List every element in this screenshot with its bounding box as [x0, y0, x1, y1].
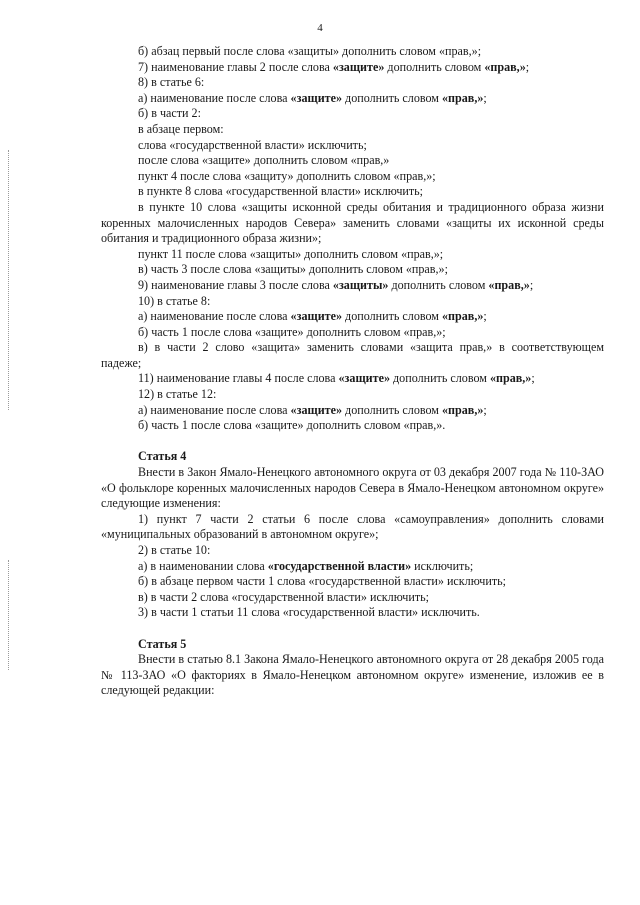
- paragraph: [101, 122, 604, 138]
- text-run: пункт 11 после слова «защиты» дополнить словом «прав,»;: [138, 246, 444, 261]
- text-run: пункт 4 после слова «защиту» дополнить словом «прав,»;: [138, 168, 436, 183]
- text-run: 12) в статье 12:: [138, 387, 217, 402]
- text-run: ;: [483, 309, 487, 324]
- text-run: дополнить словом: [342, 90, 442, 105]
- text-run: б) в абзаце первом части 1 слова «государственной власти» исключить;: [138, 574, 506, 589]
- paragraph: [101, 91, 604, 107]
- text-run: 9) наименование главы 3 после слова: [138, 277, 333, 292]
- text-run: дополнить словом: [388, 277, 489, 292]
- text-run: дополнить словом: [342, 309, 442, 324]
- bold-text-run: «государственной власти»: [267, 558, 412, 573]
- paragraph: [101, 340, 604, 371]
- bold-text-run: «защите»: [290, 90, 343, 105]
- bold-text-run: «прав,»: [488, 277, 530, 292]
- bold-text-run: «прав,»: [442, 309, 484, 324]
- paragraph: [101, 605, 604, 621]
- paragraph: [101, 465, 604, 512]
- paragraph: [101, 278, 604, 294]
- paragraph: [101, 574, 604, 590]
- text-run: в) в части 2 слово «защита» заменить словами «защита прав,» в соответствующем падеже;: [101, 340, 604, 370]
- paragraph: [101, 153, 604, 169]
- scan-edge-marks: [8, 150, 12, 410]
- article-heading: [101, 449, 604, 465]
- text-run: в абзаце первом:: [138, 121, 224, 136]
- bold-text-run: «прав,»: [484, 59, 526, 74]
- paragraph: [101, 309, 604, 325]
- text-run: 1) пункт 7 части 2 статьи 6 после слова «самоуправления» дополнить словами «муниципальных образований в автономном округе»;: [101, 511, 604, 542]
- text-run: дополнить словом: [342, 402, 442, 417]
- bold-text-run: «защите»: [332, 59, 385, 74]
- text-run: б) часть 1 после слова «защите» дополнить словом «прав,».: [138, 418, 446, 433]
- text-run: в) в части 2 слова «государственной власти» исключить;: [138, 589, 430, 604]
- text-run: 2) в статье 10:: [138, 543, 211, 557]
- paragraph: [101, 262, 604, 278]
- bold-text-run: «защиты»: [332, 277, 389, 292]
- text-run: ;: [529, 277, 534, 292]
- bold-text-run: «защите»: [290, 309, 343, 324]
- text-run: 3) в части 1 статьи 11 слова «государственной власти» исключить.: [138, 605, 480, 620]
- text-run: ;: [531, 371, 535, 386]
- text-run: ;: [483, 90, 487, 105]
- paragraph: [101, 169, 604, 185]
- text-run: в пункте 8 слова «государственной власти» исключить;: [138, 184, 424, 199]
- scan-edge-marks: [8, 560, 12, 670]
- paragraph: [101, 200, 604, 247]
- text-run: 7) наименование главы 2 после слова: [138, 59, 333, 74]
- paragraph: [101, 184, 604, 200]
- paragraph: [101, 403, 604, 419]
- paragraph: [101, 371, 604, 387]
- text-run: слова «государственной власти» исключить;: [138, 137, 367, 152]
- paragraph: [101, 512, 604, 543]
- paragraph: [101, 75, 604, 91]
- paragraph: [101, 294, 604, 310]
- bold-text-run: Статья 4: [138, 449, 187, 464]
- text-run: б) часть 1 после слова «защите» дополнить словом «прав,»;: [138, 324, 446, 339]
- text-run: дополнить словом: [390, 371, 490, 386]
- text-run: 8) в статье 6:: [138, 75, 205, 90]
- text-run: а) наименование после слова: [138, 402, 291, 417]
- paragraph: [101, 44, 604, 60]
- text-run: 10) в статье 8:: [138, 293, 211, 308]
- bold-text-run: «прав,»: [442, 90, 484, 105]
- text-run: исключить;: [411, 558, 474, 573]
- text-run: дополнить словом: [384, 59, 485, 74]
- bold-text-run: Статья 5: [138, 636, 187, 651]
- document-body: [101, 44, 604, 699]
- paragraph: [101, 325, 604, 341]
- text-run: 11) наименование главы 4 после слова: [138, 371, 339, 386]
- paragraph: [101, 60, 604, 76]
- text-run: в) часть 3 после слова «защиты» дополнить словом «прав,»;: [138, 262, 448, 277]
- text-run: после слова «защите» дополнить словом «прав,»: [138, 153, 390, 168]
- text-run: Внести в Закон Ямало-Ненецкого автономного округа от 03 декабря 2007 года № 110-ЗАО «О фольклоре коренных малочисленных народов Севера в Ямало-Ненецком автономном округе» следующие изменения:: [101, 465, 604, 511]
- paragraph: [101, 590, 604, 606]
- text-run: а) в наименовании слова: [138, 558, 268, 573]
- paragraph: [101, 138, 604, 154]
- paragraph: [101, 106, 604, 122]
- text-run: ;: [525, 59, 530, 74]
- text-run: в пункте 10 слова «защиты исконной среды обитания и традиционного образа жизни коренных малочисленных народов Севера» заменить словами «защиты их исконной среды обитания и традиционного образа жизни»;: [101, 199, 604, 246]
- text-run: б) в части 2:: [138, 106, 201, 121]
- paragraph: [101, 543, 604, 559]
- bold-text-run: «защите»: [338, 371, 390, 386]
- text-run: Внести в статью 8.1 Закона Ямало-Ненецкого автономного округа от 28 декабря 2005 года № 113-ЗАО «О факториях в Ямало-Ненецком автономном округе» изменение, изложив ее в следующей редакции:: [101, 652, 604, 698]
- text-run: б) абзац первый после слова «защиты» дополнить словом «прав,»;: [138, 44, 482, 58]
- bold-text-run: «защите»: [290, 402, 343, 417]
- paragraph: [101, 387, 604, 403]
- paragraph: [101, 652, 604, 699]
- bold-text-run: «прав,»: [489, 371, 532, 386]
- text-run: а) наименование после слова: [138, 309, 291, 324]
- text-run: а) наименование после слова: [138, 90, 291, 105]
- page-number: 4: [317, 22, 323, 34]
- paragraph: [101, 247, 604, 263]
- text-run: ;: [483, 402, 487, 417]
- bold-text-run: «прав,»: [442, 402, 484, 417]
- article-heading: [101, 637, 604, 653]
- paragraph: [101, 418, 604, 434]
- paragraph: [101, 559, 604, 575]
